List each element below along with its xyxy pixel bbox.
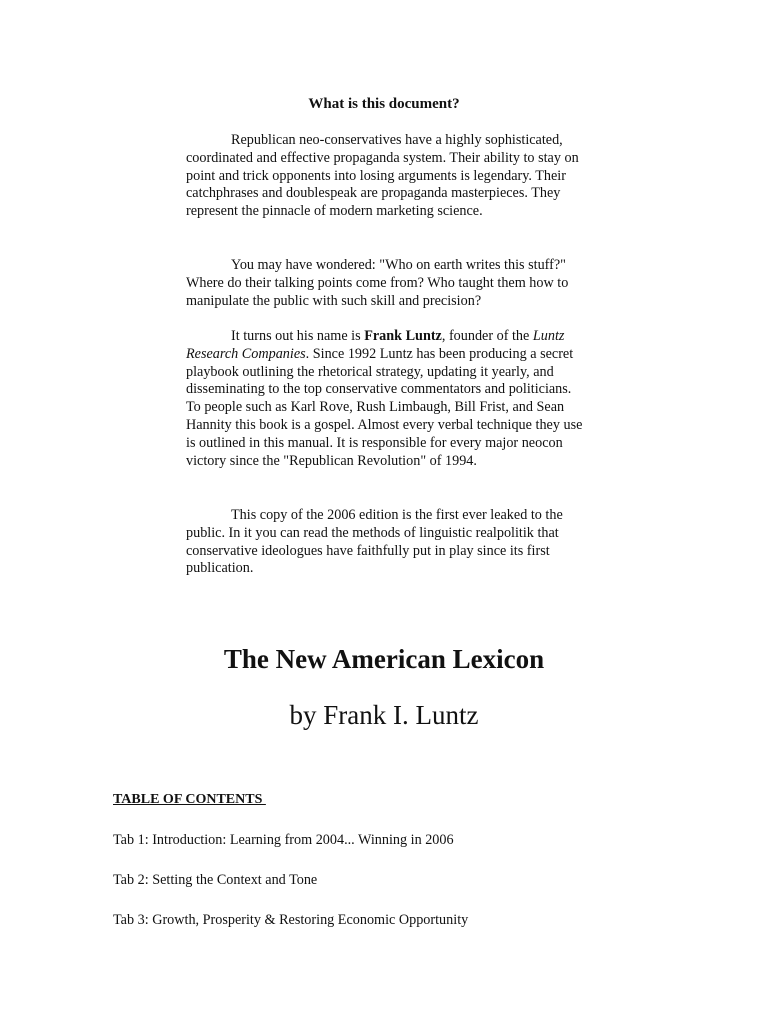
document-author: by Frank I. Luntz bbox=[289, 700, 479, 730]
paragraph-text bbox=[186, 328, 586, 470]
toc-item-tab-1: Tab 1: Introduction: Learning from 2004... Winning in 2006 bbox=[113, 832, 454, 848]
paragraph-3-mid: , founder of the bbox=[441, 328, 533, 344]
paragraph-3-intro: It turns out his name is bbox=[231, 328, 365, 344]
intro-paragraph-3 bbox=[186, 328, 586, 470]
paragraph-3-rest: . Since 1992 Luntz has been producing a secret playbook outlining the rhetorical strategy, updating it yearly, and disseminating to the top conservative commentators and politicians. To people such as Karl Rove, Rush Limbaugh, Bill Frist, and Sean Hannity this book is a gospel. Almost every verbal technique they use is outlined in this manual. It is responsible for every major neocon victory since the "Republican Revolution" of 1994. bbox=[186, 345, 583, 469]
toc-item-tab-3: Tab 3: Growth, Prosperity & Restoring Economic Opportunity bbox=[113, 912, 469, 928]
document-title: The New American Lexicon bbox=[223, 644, 545, 674]
document-question-heading: What is this document? bbox=[308, 96, 460, 112]
paragraph-text: Republican neo-conservatives have a highly sophisticated, coordinated and effective propaganda system. Their ability to stay on point and trick opponents into losing arguments is legendary. Their catchphrases and doublespeak are propaganda masterpieces. They represent the pinnacle of modern marketing science. bbox=[186, 132, 579, 220]
intro-paragraph-1 bbox=[186, 132, 586, 221]
frank-luntz-name: Frank Luntz bbox=[364, 328, 442, 344]
company-name: Luntz Research Companies bbox=[186, 328, 565, 362]
intro-paragraph-2 bbox=[186, 257, 586, 310]
paragraph-text: This copy of the 2006 edition is the first ever leaked to the public. In it you can read the methods of linguistic realpolitik that conservative ideologues have faithfully put in play since its first publication. bbox=[186, 507, 563, 577]
toc-item-tab-2: Tab 2: Setting the Context and Tone bbox=[113, 872, 318, 888]
paragraph-text: You may have wondered: "Who on earth writes this stuff?" Where do their talking points come from? Who taught them how to manipulate the public with such skill and precision? bbox=[186, 257, 569, 309]
intro-paragraph-4 bbox=[186, 507, 586, 578]
table-of-contents-heading: TABLE OF CONTENTS bbox=[113, 792, 266, 807]
